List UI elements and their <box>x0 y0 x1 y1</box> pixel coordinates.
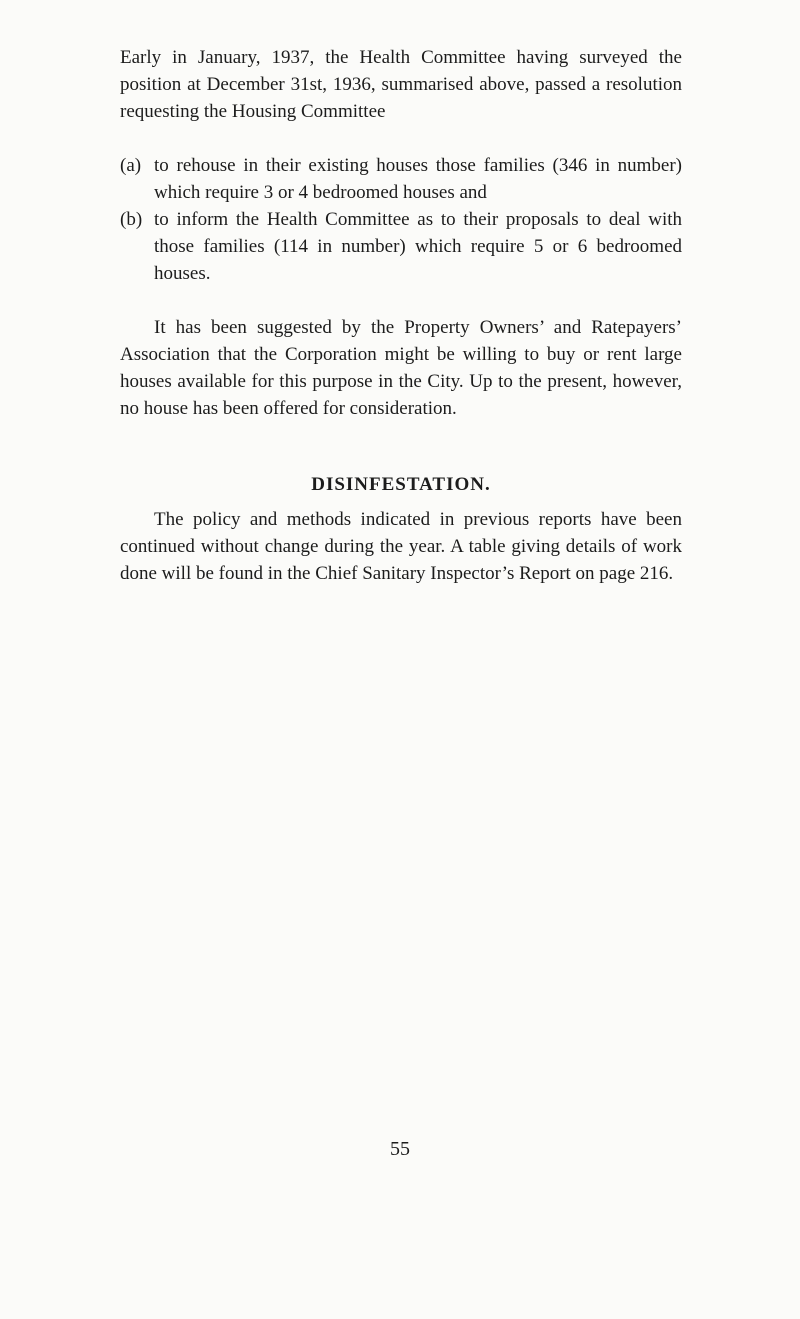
list-item-b-text: to inform the Health Committee as to their proposals to deal with those families (114 in number) which require 5 or 6 bedroomed houses. <box>154 209 682 284</box>
list-item-b-label: (b) <box>120 209 143 230</box>
section-heading: DISINFESTATION. <box>311 474 491 495</box>
association-paragraph: It has been suggested by the Property Owners’ and Ratepayers’ Association that the Corporation might be willing to buy or rent large houses available for this purpose in the City. Up to the present, however, no house has been offered for consideration. <box>120 317 682 419</box>
page-number: 55 <box>390 1138 410 1160</box>
list-item-a <box>120 152 682 206</box>
list-item-a-label: (a) <box>120 155 142 176</box>
list-item-a-text: to rehouse in their existing houses those families (346 in number) which require 3 or 4 bedroomed houses and <box>154 155 682 203</box>
disinfestation-paragraph: The policy and methods indicated in previous reports have been continued without change during the year. A table giving details of work done will be found in the Chief Sanitary Inspector’s Report on page 216. <box>120 509 682 584</box>
intro-paragraph: Early in January, 1937, the Health Committee having surveyed the position at December 31st, 1936, summarised above, passed a resolution requesting the Housing Committee <box>120 47 682 122</box>
list-item-b <box>120 206 682 287</box>
